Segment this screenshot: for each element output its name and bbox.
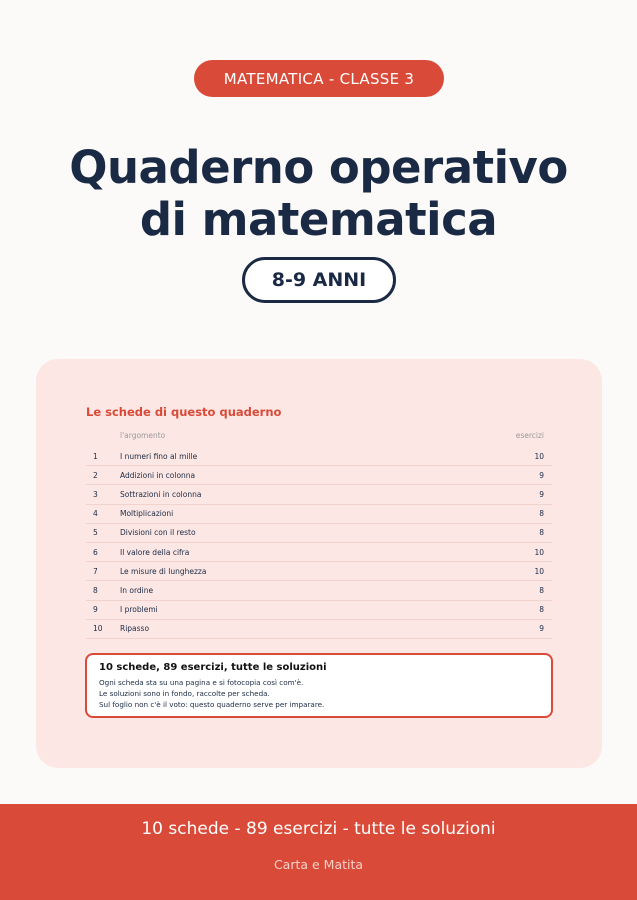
table-row [86,601,552,620]
contents-table [86,431,552,639]
summary-line: Ogni scheda sta su una pagina e si fotocopia così com'è. [99,678,304,687]
row-number: 5 [93,528,98,538]
summary-line: Le soluzioni sono in fondo, raccolte per scheda. [99,689,270,698]
table-row [86,485,552,504]
summary-box [85,653,553,718]
table-row [86,620,552,639]
contents-heading: Le schede di questo quaderno [86,405,282,419]
table-row [86,524,552,543]
row-number: 9 [93,605,98,615]
table-row [86,562,552,581]
table-row [86,466,552,485]
column-header-topic: l'argomento [120,431,166,440]
row-topic: Addizioni in colonna [120,470,196,480]
row-topic: In ordine [120,585,154,595]
row-number: 2 [93,470,98,480]
row-topic: Le misure di lunghezza [120,566,207,576]
row-number: 3 [93,489,98,499]
row-exercise-count: 9 [539,489,544,499]
contents-card [36,359,602,768]
row-topic: Il valore della cifra [120,547,190,557]
table-row [86,447,552,466]
summary-title: 10 schede, 89 esercizi, tutte le soluzioni [99,662,327,673]
table-header [86,431,552,447]
column-header-count: esercizi [515,431,544,440]
row-topic: I problemi [120,605,158,615]
title-line-1: Quaderno operativo [69,141,568,194]
subject-badge: MATEMATICA - CLASSE 3 [194,60,444,97]
row-exercise-count: 9 [539,470,544,480]
row-exercise-count: 9 [539,624,544,634]
row-number: 6 [93,547,98,557]
row-number: 10 [93,624,103,634]
table-row [86,543,552,562]
row-exercise-count: 10 [534,451,544,461]
table-row [86,581,552,600]
row-topic: Moltiplicazioni [120,509,174,519]
row-exercise-count: 8 [539,585,544,595]
row-exercise-count: 8 [539,605,544,615]
table-body [86,447,552,639]
row-number: 7 [93,566,98,576]
title-line-2: di matematica [139,193,498,246]
page-title [0,142,637,246]
row-topic: I numeri fino al mille [120,451,198,461]
row-number: 8 [93,585,98,595]
row-exercise-count: 8 [539,509,544,519]
row-topic: Divisioni con il resto [120,528,196,538]
footer-tagline: 10 schede - 89 esercizi - tutte le soluzioni [141,819,496,839]
table-row [86,505,552,524]
row-exercise-count: 10 [534,547,544,557]
row-topic: Ripasso [120,624,150,634]
row-number: 4 [93,509,98,519]
row-exercise-count: 8 [539,528,544,538]
footer-brand: Carta e Matita [273,857,364,872]
age-badge: 8-9 ANNI [242,257,396,303]
row-number: 1 [93,451,98,461]
summary-line: Sul foglio non c'è il voto: questo quaderno serve per imparare. [99,700,325,709]
footer-band [0,804,637,900]
row-topic: Sottrazioni in colonna [120,489,202,499]
row-exercise-count: 10 [534,566,544,576]
